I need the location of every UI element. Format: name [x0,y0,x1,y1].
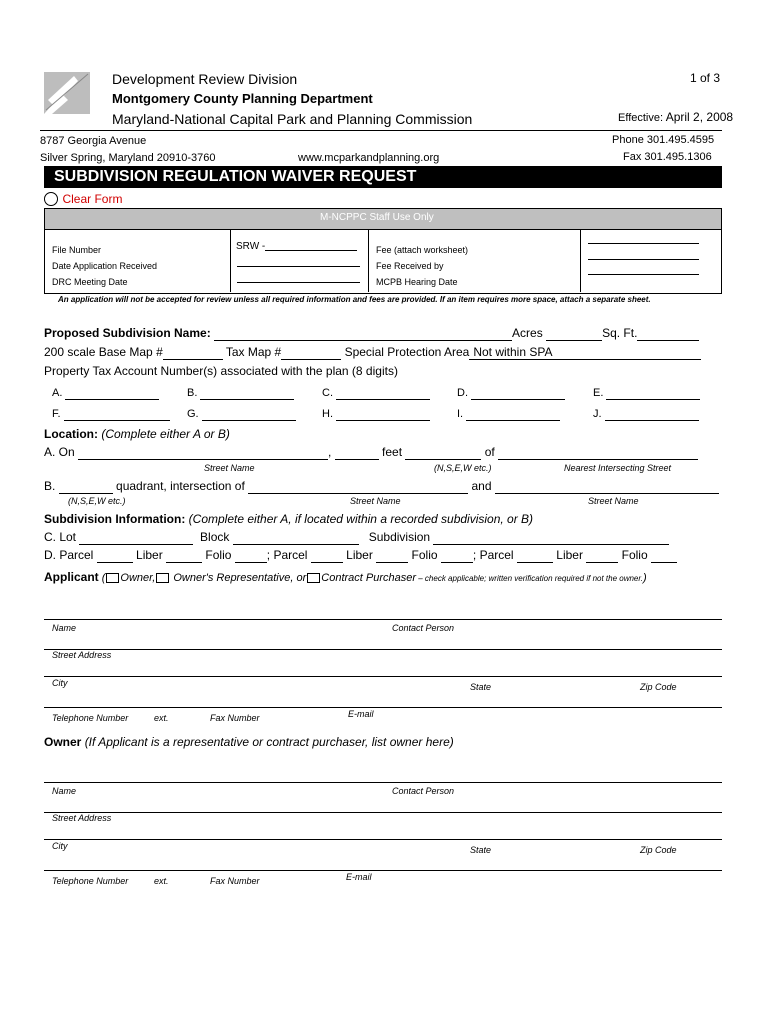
map-row: 200 scale Base Map # Tax Map # Special Protection Area Not within SPA [44,345,701,360]
applicant-state-caption: State [470,682,492,692]
staff-divider [230,230,231,292]
owner-city-line [44,839,722,840]
form-title: SUBDIVISION REGULATION WAIVER REQUEST [54,168,417,185]
tax-account-field[interactable] [202,406,296,421]
applicant-name-line [44,619,722,620]
staff-col-1: File Number Date Application Received DRC Meeting Date [52,245,158,287]
applicant-tel-caption: Telephone Number [52,713,129,723]
division-name: Development Review Division [112,71,298,87]
address-line-1: 8787 Georgia Avenue [40,135,147,147]
intersecting-street-field[interactable] [498,445,698,460]
parcel-field[interactable] [311,548,343,563]
lot-block-row: C. Lot Block Subdivision [44,530,669,545]
folio-field[interactable] [651,548,677,563]
owner-street-caption: Street Address [52,813,112,823]
tax-account-field[interactable] [605,406,699,421]
liber-field[interactable] [586,548,618,563]
applicant-street-line [44,649,722,650]
applicant-ext-caption: ext. [154,713,169,723]
location-heading: Location: (Complete either A or B) [44,427,230,441]
applicant-city-field[interactable] [44,660,722,674]
liber-field[interactable] [376,548,408,563]
staff-divider [368,230,369,292]
applicant-zip-caption: Zip Code [640,682,677,692]
intersection-street-1-field[interactable] [248,479,468,494]
owner-city-field[interactable] [44,823,722,837]
purchaser-checkbox[interactable] [307,573,320,583]
block-field[interactable] [233,530,359,545]
sqft-field[interactable] [637,326,699,341]
effective-date: Effective: April 2, 2008 [618,110,734,124]
page-number: 1 of 3 [690,71,721,85]
tax-account-field[interactable] [64,406,170,421]
applicant-street-field[interactable] [44,633,722,647]
owner-street-field[interactable] [44,796,722,810]
tax-account-field[interactable] [200,385,294,400]
folio-field[interactable] [441,548,473,563]
phone: Phone 301.495.4595 [612,134,715,146]
representative-checkbox[interactable] [156,573,169,583]
owner-street-line [44,812,722,813]
tax-map-field[interactable] [281,345,341,360]
tax-account-field[interactable] [336,385,430,400]
applicant-fax-caption: Fax Number [210,713,260,723]
applicant-phone-line [44,707,722,708]
clear-form-button[interactable]: Clear Form [44,190,122,208]
direction-field[interactable] [405,445,481,460]
location-b-row: B. quadrant, intersection of and [44,479,719,494]
staff-divider [580,230,581,292]
tax-account-field[interactable] [336,406,430,421]
owner-city-caption: City [52,841,68,851]
proposed-name-row: Proposed Subdivision Name: Acres Sq. Ft. [44,326,699,341]
direction-caption: (N,S,E,W etc.) [434,463,492,473]
owner-name-line [44,782,722,783]
owner-phone-line [44,870,722,871]
applicant-contact-caption: Contact Person [392,623,455,633]
owner-contact-caption: Contact Person [392,786,455,796]
staff-field[interactable] [588,249,699,260]
staff-field[interactable] [237,256,360,267]
srw-field[interactable] [265,240,357,251]
parcel-field[interactable] [517,548,553,563]
tax-account-field[interactable] [65,385,159,400]
applicant-heading: Applicant ( Owner, Owner's Representative, or Contract Purchaser – check applicable; written verification required if not the owner.) [44,570,647,584]
tax-account-field[interactable] [466,406,560,421]
street-name-caption: Street Name [204,463,255,473]
owner-ext-caption: ext. [154,876,169,886]
owner-state-caption: State [470,845,492,855]
commission-logo [44,72,90,114]
applicant-street-caption: Street Address [52,650,112,660]
website: www.mcparkandplanning.org [298,152,440,164]
subdivision-field[interactable] [433,530,669,545]
tax-account-field[interactable] [606,385,700,400]
lot-field[interactable] [79,530,193,545]
staff-notice: An application will not be accepted for review unless all required information and fees are provided. If an item requires more space, attach a separate sheet. [58,295,651,304]
subdivision-info-heading: Subdivision Information: (Complete either A, if located within a recorded subdivision, or B) [44,512,534,526]
street-name-caption: Street Name [588,496,639,506]
owner-fax-caption: Fax Number [210,876,260,886]
owner-tel-caption: Telephone Number [52,876,129,886]
parcel-field[interactable] [97,548,133,563]
intersection-street-2-field[interactable] [495,479,719,494]
applicant-name-caption: Name [52,623,77,633]
applicant-city-line [44,676,722,677]
acres-field[interactable] [546,326,602,341]
staff-field[interactable] [588,264,699,275]
radio-circle-icon [44,192,58,206]
owner-email-caption: E-mail [346,872,372,882]
parcel-row: D. Parcel Liber Folio ; Parcel Liber Folio ; Parcel Liber Folio [44,548,677,563]
tax-account-field[interactable] [471,385,565,400]
owner-name-field[interactable] [44,766,722,780]
tax-account-label: Property Tax Account Number(s) associated with the plan (8 digits) [44,364,398,378]
folio-field[interactable] [235,548,267,563]
street-name-caption: Street Name [350,496,401,506]
staff-field[interactable] [237,272,360,283]
quadrant-field[interactable] [59,479,113,494]
srw-label: SRW - [236,240,357,252]
feet-field[interactable] [335,445,379,460]
applicant-email-caption: E-mail [348,709,374,719]
subdivision-name-field[interactable] [214,326,512,341]
nearest-street-caption: Nearest Intersecting Street [564,463,672,473]
street-name-field[interactable] [78,445,328,460]
address-line-2: Silver Spring, Maryland 20910-3760 [40,152,216,164]
applicant-city-caption: City [52,678,68,688]
location-a-row: A. On , feet of [44,445,698,460]
spa-select[interactable]: Not within SPA [469,345,701,360]
applicant-phone-field[interactable] [44,691,722,705]
staff-col-3: Fee (attach worksheet) Fee Received by MCPB Hearing Date [376,245,469,287]
owner-zip-caption: Zip Code [640,845,677,855]
owner-name-caption: Name [52,786,77,796]
owner-heading: Owner (If Applicant is a representative or contract purchaser, list owner here) [44,735,454,749]
owner-phone-field[interactable] [44,854,722,868]
liber-field[interactable] [166,548,202,563]
department-name: Montgomery County Planning Department [112,91,373,106]
staff-field[interactable] [588,233,699,244]
owner-checkbox[interactable] [106,573,119,583]
staff-use-title: M-NCPPC Staff Use Only [320,212,434,223]
fax: Fax 301.495.1306 [623,151,712,163]
base-map-field[interactable] [163,345,223,360]
commission-name: Maryland-National Capital Park and Planning Commission [112,111,473,127]
applicant-name-field[interactable] [44,603,722,617]
direction-caption: (N,S,E,W etc.) [68,496,126,506]
